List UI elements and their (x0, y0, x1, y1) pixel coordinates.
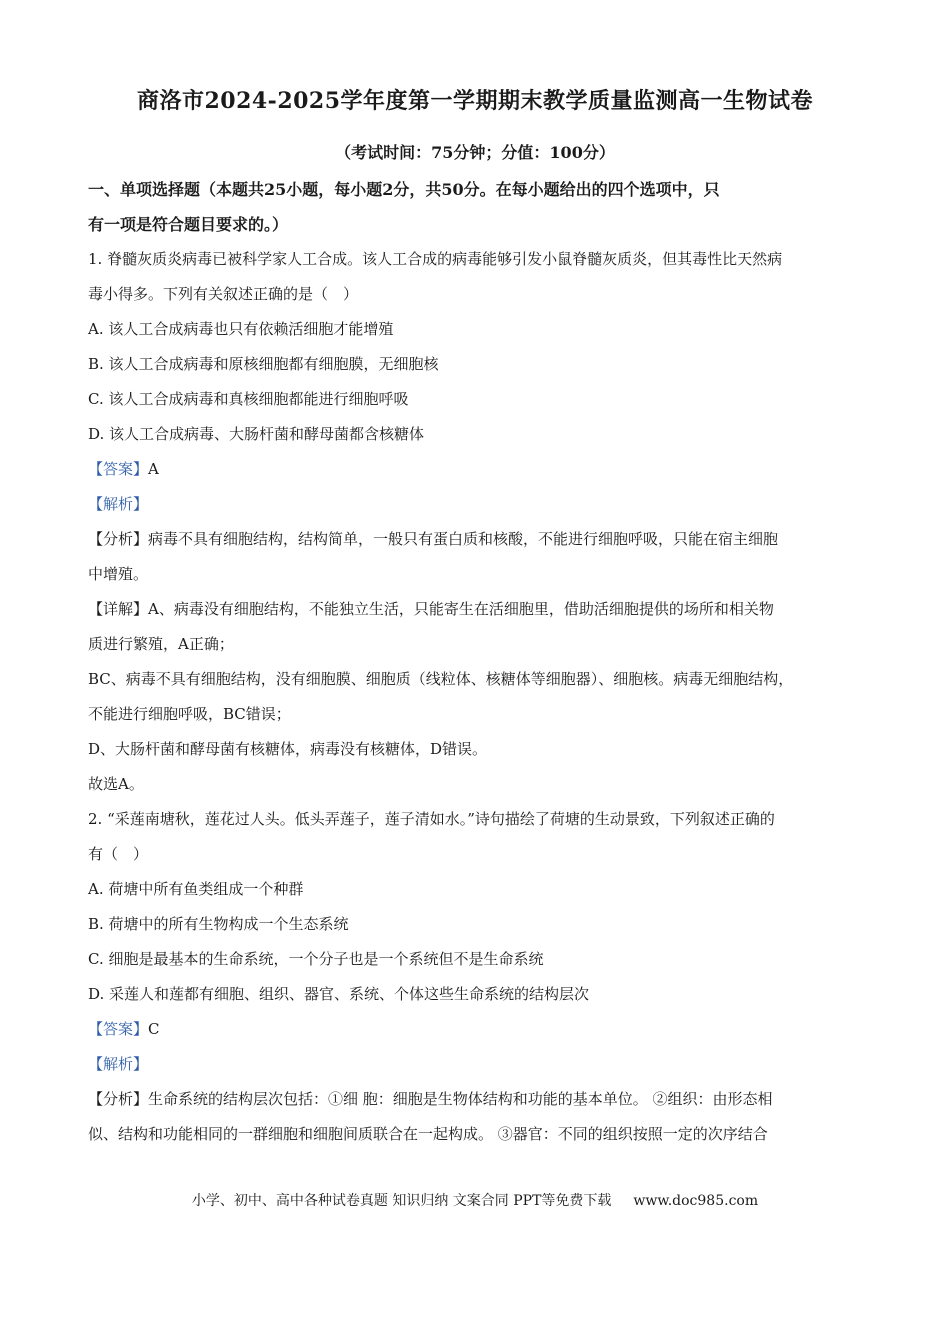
answer-tag: 【答案】 (88, 1020, 149, 1038)
q1-xiangjie-line-2: 质进行繁殖，A正确； (88, 635, 234, 653)
q1-xiangjie-line-6: 故选A。 (88, 775, 144, 793)
q1-analysis (88, 487, 874, 522)
q1-xiangjie-line-1 (88, 592, 874, 627)
q1-option-c: C. 该人工合成病毒和真核细胞都能进行细胞呼吸 (88, 390, 409, 408)
fenxi-text: 生命系统的结构层次包括：①细 胞：细胞是生物体结构和功能的基本单位。 ②组织：由形态相 (148, 1090, 773, 1108)
q2-stem-line-2: 有（ ） (88, 845, 149, 863)
q1-xiangjie-line-5: D、大肠杆菌和酵母菌有核糖体，病毒没有核糖体，D错误。 (88, 740, 488, 758)
q1-option-a: A. 该人工合成病毒也只有依赖活细胞才能增殖 (88, 320, 394, 338)
question-1 (88, 242, 874, 802)
q1-answer (88, 452, 874, 487)
footer-text: 小学、初中、高中各种试卷真题 知识归纳 文案合同 PPT等免费下载 (191, 1193, 612, 1209)
q2-answer (88, 1012, 874, 1047)
xiangjie-tag: 【详解】 (88, 600, 149, 618)
q2-option-d: D. 采莲人和莲都有细胞、组织、器官、系统、个体这些生命系统的结构层次 (88, 985, 590, 1003)
q2-fenxi-line-2: 似、结构和功能相同的一群细胞和细胞间质联合在一起构成。 ③器官：不同的组织按照一定的次序结合 (88, 1125, 768, 1143)
q2-option-b: B. 荷塘中的所有生物构成一个生态系统 (88, 915, 349, 933)
section-heading-line-1: 一、单项选择题（本题共25小题，每小题2分，共50分。在每小题给出的四个选项中，只 (88, 180, 720, 199)
page-title: 商洛市2024-2025学年度第一学期期末教学质量监测高一生物试卷 (136, 88, 814, 114)
fenxi-tag: 【分析】 (88, 1090, 149, 1108)
fenxi-text: 病毒不具有细胞结构，结构简单，一般只有蛋白质和核酸，不能进行细胞呼吸，只能在宿主细胞 (148, 530, 779, 548)
page-footer (0, 1190, 950, 1210)
q2-fenxi-line-1 (88, 1082, 874, 1117)
analysis-tag: 【解析】 (88, 495, 149, 513)
section-heading-line-2: 有一项是符合题目要求的。） (88, 215, 289, 234)
exam-info: （考试时间：75分钟；分值：100分） (335, 143, 615, 162)
q1-fenxi-line-2: 中增殖。 (88, 565, 149, 583)
q2-analysis (88, 1047, 874, 1082)
fenxi-tag: 【分析】 (88, 530, 149, 548)
content-area (88, 172, 874, 1152)
q1-stem-line-2: 毒小得多。下列有关叙述正确的是（ ） (88, 285, 359, 303)
q1-xiangjie-line-3: BC、病毒不具有细胞结构，没有细胞膜、细胞质（线粒体、核糖体等细胞器）、细胞核。病毒无细胞结构， (88, 670, 794, 688)
answer-value: C (148, 1020, 160, 1038)
answer-value: A (148, 460, 159, 478)
analysis-tag: 【解析】 (88, 1055, 149, 1073)
q2-option-c: C. 细胞是最基本的生命系统，一个分子也是一个系统但不是生命系统 (88, 950, 544, 968)
q1-option-b: B. 该人工合成病毒和原核细胞都有细胞膜，无细胞核 (88, 355, 439, 373)
q1-option-d: D. 该人工合成病毒、大肠杆菌和酵母菌都含核糖体 (88, 425, 425, 443)
q1-stem-line-1: 1. 脊髓灰质炎病毒已被科学家人工合成。该人工合成的病毒能够引发小鼠脊髓灰质炎，但其毒性比天然病 (88, 250, 783, 268)
q1-xiangjie-line-4: 不能进行细胞呼吸，BC错误； (88, 705, 291, 723)
xiangjie-text: A、病毒没有细胞结构，不能独立生活，只能寄生在活细胞里，借助活细胞提供的场所和相关物 (148, 600, 774, 618)
q1-fenxi-line-1 (88, 522, 874, 557)
q2-option-a: A. 荷塘中所有鱼类组成一个种群 (88, 880, 304, 898)
answer-tag: 【答案】 (88, 460, 149, 478)
question-2 (88, 802, 874, 1152)
q2-stem-line-1: 2. “采莲南塘秋，莲花过人头。低头弄莲子，莲子清如水。”诗句描绘了荷塘的生动景致，下列叙述正确的 (88, 810, 775, 828)
footer-url[interactable]: www.doc985.com (633, 1193, 759, 1209)
